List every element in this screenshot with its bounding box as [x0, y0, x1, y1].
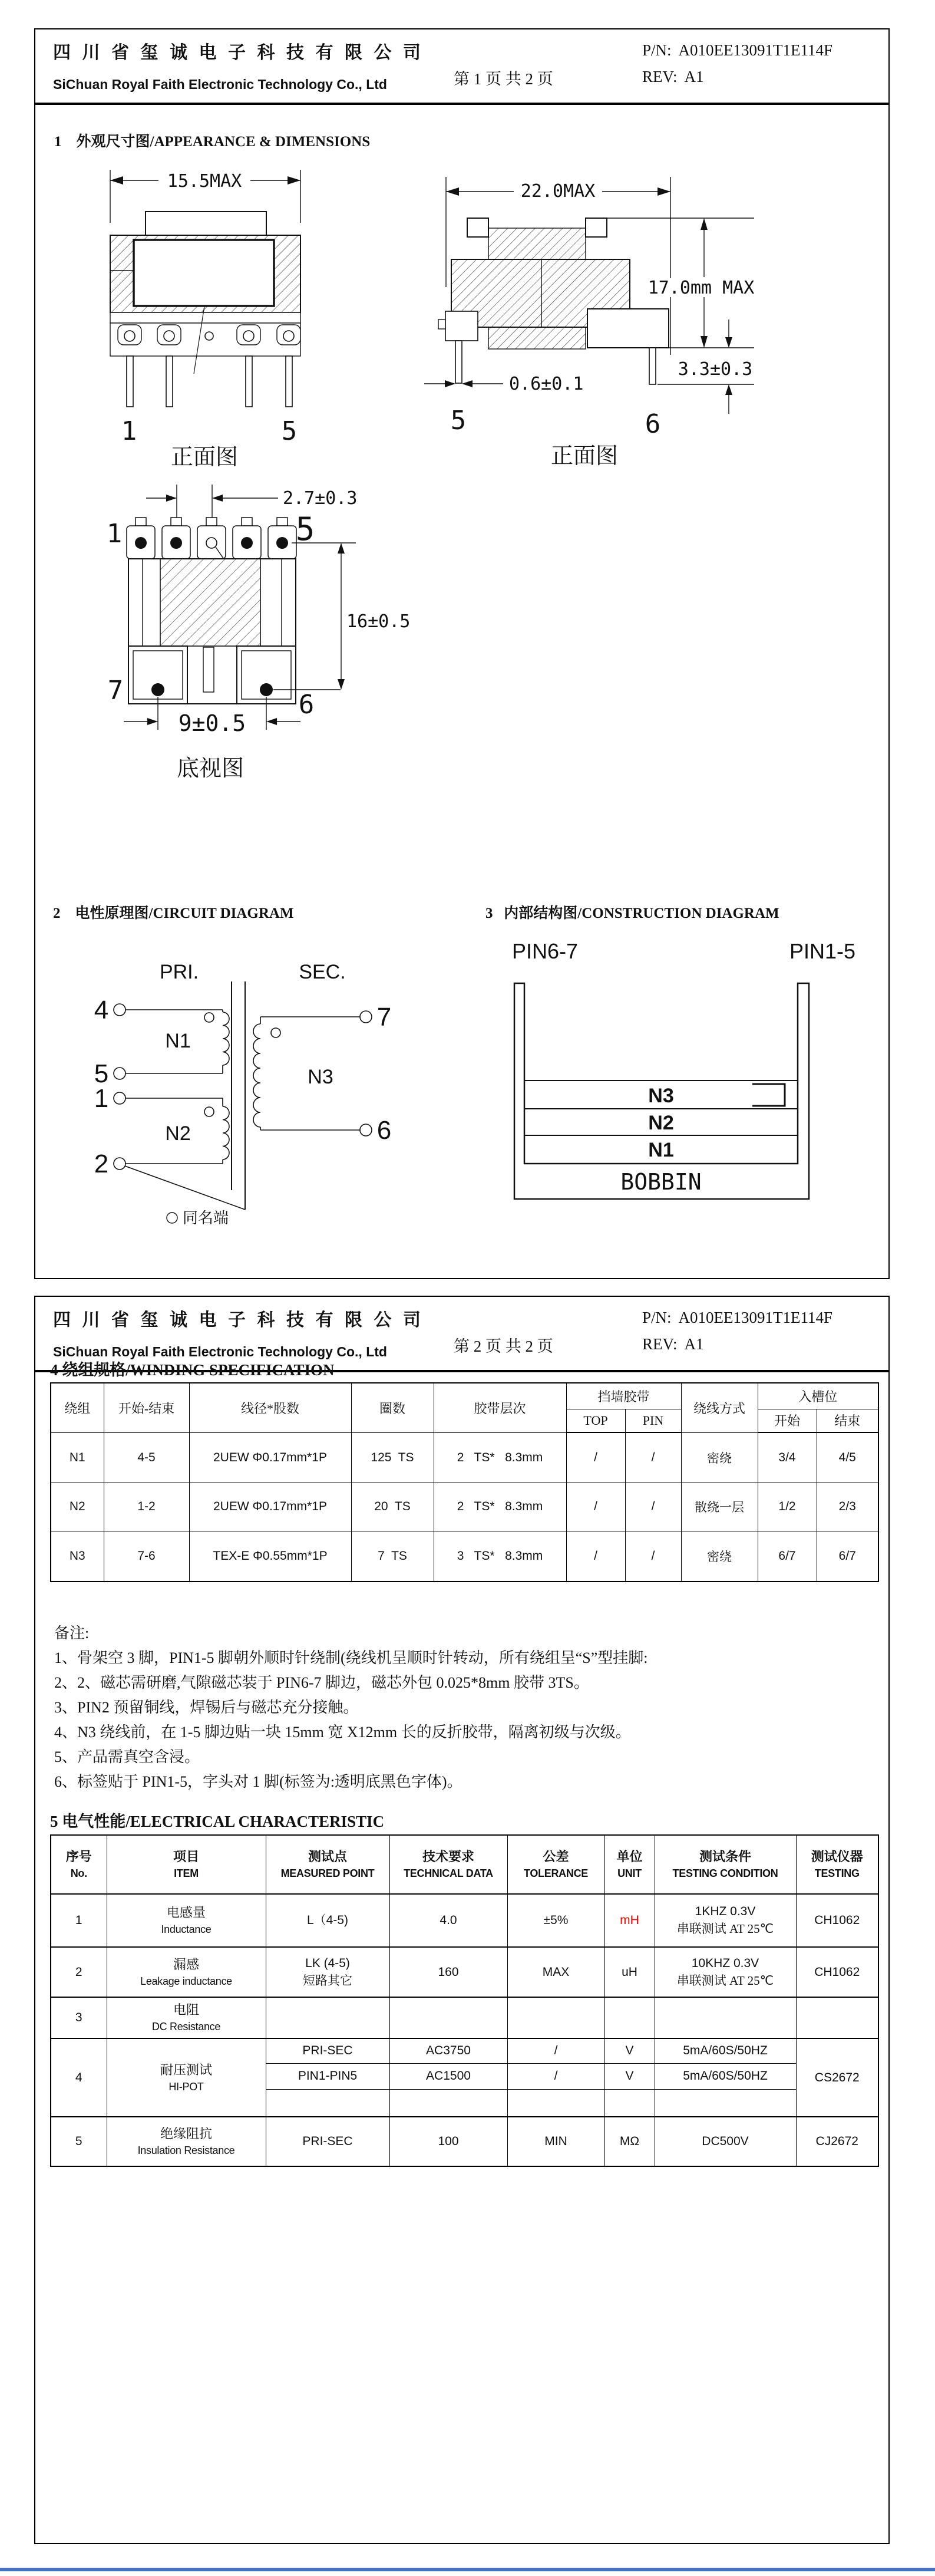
circuit-pin-7: 7 [376, 1003, 392, 1032]
col-pin: PIN [625, 1409, 681, 1432]
front-view-caption: 正面图 [170, 445, 239, 467]
section-1-title: 1 外观尺寸图/APPEARANCE & DIMENSIONS [54, 134, 371, 150]
bottom-pin-6-label: 6 [298, 690, 315, 720]
col-slot-end: 结束 [817, 1409, 878, 1432]
side-view-drawing [408, 172, 773, 467]
cell: / [566, 1432, 625, 1483]
circuit-pin-1: 1 [94, 1084, 109, 1113]
bottom-pin-1-label: 1 [106, 519, 123, 549]
cell: 6/7 [758, 1531, 817, 1582]
electrical-table [50, 1834, 879, 2167]
cell: / [566, 1483, 625, 1531]
side-view-caption: 正面图 [550, 444, 619, 467]
col-technical-data: 技术要求 TECHNICAL DATA [389, 1835, 507, 1894]
pn-value: A010EE13091T1E114F [678, 41, 833, 59]
part-number-block [642, 1309, 832, 1353]
front-pin-1-label: 1 [121, 416, 137, 446]
dim-height-label: 17.0mm MAX [647, 278, 755, 298]
note-item-6: 6、标签贴于 PIN1-5，字头对 1 脚(标签为:透明底黑色字体)。 [54, 1773, 462, 1790]
notes-block [54, 1621, 647, 1794]
winding-n1-label: N1 [165, 1030, 191, 1052]
cell: 2 TS* 8.3mm [434, 1432, 566, 1483]
dim-pin-pitch-label: 2.7±0.3 [283, 488, 358, 509]
circuit-pin-4: 4 [94, 996, 109, 1025]
construction-diagram [490, 938, 879, 1210]
note-item-4: 4、N3 绕线前，在 1-5 脚边贴一块 15mm 宽 X12mm 长的反折胶带，隔离初级与次级。 [54, 1724, 631, 1741]
rev-label: REV: [642, 1335, 678, 1353]
company-name-en: SiChuan Royal Faith Electronic Technology Co., Ltd [53, 77, 387, 92]
note-item-3: 3、PIN2 预留铜线，焊锡后与磁芯充分接触。 [54, 1699, 359, 1716]
page-number: 第 2 页 共 2 页 [454, 1338, 553, 1355]
electrical-row-3: 3 电阻 DC Resistance [51, 1997, 878, 2038]
col-wall-tape: 挡墙胶带 [566, 1383, 681, 1409]
sec-label: SEC. [299, 961, 346, 983]
dim-pin-length-label: 3.3±0.3 [678, 359, 753, 380]
layer-n3-label: N3 [648, 1085, 674, 1107]
col-top: TOP [566, 1409, 625, 1432]
cell: 1-2 [104, 1483, 189, 1531]
cell: 4-5 [104, 1432, 189, 1483]
cell: TEX-E Φ0.55mm*1P [189, 1531, 351, 1582]
dim-depth-16-label: 16±0.5 [346, 611, 411, 632]
cell: 7-6 [104, 1531, 189, 1582]
notes-title: 备注: [54, 1625, 90, 1642]
cell: 2UEW Φ0.17mm*1P [189, 1432, 351, 1483]
layer-n1-label: N1 [648, 1139, 674, 1161]
col-turns: 圈数 [351, 1383, 434, 1432]
dim-width-label: 15.5MAX [167, 171, 242, 192]
section-5-title: 5 电气性能/ELECTRICAL CHARACTERISTIC [50, 1813, 385, 1830]
col-start-end: 开始-结束 [104, 1383, 189, 1432]
rev-value: A1 [684, 68, 704, 85]
bobbin-label: BOBBIN [620, 1169, 702, 1195]
section-2-title: 2 电性原理图/CIRCUIT DIAGRAM [53, 905, 294, 921]
section-4-title: 4 绕组规格/WINDING SPECIFICATION [50, 1361, 335, 1379]
front-view-drawing [57, 166, 340, 467]
col-measured-point: 测试点 MEASURED POINT [266, 1835, 389, 1894]
circuit-pin-6: 6 [376, 1116, 392, 1145]
side-pin-5-label: 5 [450, 406, 467, 436]
page1-header [35, 29, 888, 105]
cell: 2/3 [817, 1483, 878, 1531]
circuit-diagram [90, 956, 419, 1251]
electrical-row-1: 1 电感量 Inductance L（4-5) 4.0 ±5% mH 1KHZ 0.3V 串联测试 AT 25℃ CH1062 [51, 1894, 878, 1947]
cell: / [625, 1531, 681, 1582]
cell: N1 [51, 1432, 104, 1483]
col-item: 项目 ITEM [107, 1835, 266, 1894]
electrical-row-4b: PIN1-PIN5 AC1500 / V 5mA/60S/50HZ [51, 2063, 878, 2089]
pn-label: P/N: [642, 41, 672, 59]
col-slot: 入槽位 [758, 1383, 878, 1409]
winding-n2-label: N2 [165, 1122, 191, 1145]
col-wire: 线径*股数 [189, 1383, 351, 1432]
note-item-5: 5、产品需真空含浸。 [54, 1748, 200, 1765]
bottom-accent-bar [0, 2568, 935, 2571]
bottom-pin-5-label: 5 [295, 510, 315, 548]
layer-n2-label: N2 [648, 1112, 674, 1134]
circuit-pin-2: 2 [94, 1149, 109, 1178]
cell: N3 [51, 1531, 104, 1582]
cell: 密绕 [681, 1432, 758, 1483]
col-no: 序号 No. [51, 1835, 107, 1894]
bottom-pin-7-label: 7 [107, 676, 124, 706]
cell: 4/5 [817, 1432, 878, 1483]
col-testing-instrument: 测试仪器 TESTING [796, 1835, 878, 1894]
cell: 6/7 [817, 1531, 878, 1582]
winding-row-n3 [51, 1531, 878, 1582]
unit-mh-red: mH [604, 1894, 655, 1947]
cell: 散绕一层 [681, 1483, 758, 1531]
note-item-2: 2、2、磁芯需研磨,气隙磁芯装于 PIN6-7 脚边，磁芯外包 0.025*8mm 胶带 3TS。 [54, 1674, 589, 1691]
dim-pin-width-label: 0.6±0.1 [509, 374, 584, 394]
col-method: 绕线方式 [681, 1383, 758, 1432]
electrical-row-2: 2 漏感 Leakage inductance LK (4-5) 短路其它 160 MAX uH 10KHZ 0.3V 串联测试 AT 25℃ CH1062 [51, 1947, 878, 1997]
pn-value: A010EE13091T1E114F [678, 1309, 833, 1326]
col-tolerance: 公差 TOLERANCE [507, 1835, 604, 1894]
company-name-cn: 四 川 省 玺 诚 电 子 科 技 有 限 公 司 [53, 43, 424, 62]
winding-row-n2 [51, 1483, 878, 1531]
dim-span-9-label: 9±0.5 [178, 710, 246, 736]
rev-label: REV: [642, 68, 678, 85]
cell: / [625, 1432, 681, 1483]
cell: 7 TS [351, 1531, 434, 1582]
col-unit: 单位 UNIT [604, 1835, 655, 1894]
rev-value: A1 [684, 1335, 704, 1353]
side-pin-6-label: 6 [645, 409, 661, 439]
cell: 3/4 [758, 1432, 817, 1483]
page-1 [34, 28, 890, 1279]
cell: / [625, 1483, 681, 1531]
page-number: 第 1 页 共 2 页 [454, 70, 553, 88]
col-slot-start: 开始 [758, 1409, 817, 1432]
cell: 2UEW Φ0.17mm*1P [189, 1483, 351, 1531]
cell: / [566, 1531, 625, 1582]
circuit-pin-5: 5 [94, 1059, 109, 1088]
cell: 密绕 [681, 1531, 758, 1582]
dim-depth-label: 22.0MAX [520, 181, 596, 202]
construction-left-pins-label: PIN6-7 [512, 939, 579, 963]
bottom-view-caption: 底视图 [176, 756, 245, 781]
section-3-title: 3 内部结构图/CONSTRUCTION DIAGRAM [485, 905, 779, 921]
cell: 20 TS [351, 1483, 434, 1531]
bottom-view-drawing [84, 473, 414, 791]
dot-convention-note: 同名端 [183, 1210, 229, 1227]
col-winding: 绕组 [51, 1383, 104, 1432]
page-2 [34, 1296, 890, 2544]
cell: 125 TS [351, 1432, 434, 1483]
front-pin-5-label: 5 [281, 416, 298, 446]
part-number-block [642, 41, 832, 86]
cell: 3 TS* 8.3mm [434, 1531, 566, 1582]
electrical-row-5: 5 绝缘阻抗 Insulation Resistance PRI-SEC 100 MIN MΩ DC500V CJ2672 [51, 2117, 878, 2166]
winding-spec-table [50, 1382, 879, 1582]
company-name-en: SiChuan Royal Faith Electronic Technology Co., Ltd [53, 1344, 387, 1359]
cell: 1/2 [758, 1483, 817, 1531]
winding-n3-label: N3 [308, 1066, 333, 1088]
company-name-cn: 四 川 省 玺 诚 电 子 科 技 有 限 公 司 [53, 1310, 424, 1330]
cell: 2 TS* 8.3mm [434, 1483, 566, 1531]
note-item-1: 1、骨架空 3 脚，PIN1-5 脚朝外顺时针绕制(绕线机呈顺时针转动，所有绕组呈“S”型挂脚: [54, 1649, 648, 1666]
electrical-row-4a: 4 耐压测试 HI-POT PRI-SEC AC3750 / V 5mA/60S/50HZ CS2672 [51, 2038, 878, 2063]
col-tape: 胶带层次 [434, 1383, 566, 1432]
construction-right-pins-label: PIN1-5 [789, 939, 856, 963]
col-testing-condition: 测试条件 TESTING CONDITION [655, 1835, 796, 1894]
pri-label: PRI. [159, 961, 199, 983]
pn-label: P/N: [642, 1309, 672, 1326]
winding-row-n1 [51, 1432, 878, 1483]
cell: N2 [51, 1483, 104, 1531]
